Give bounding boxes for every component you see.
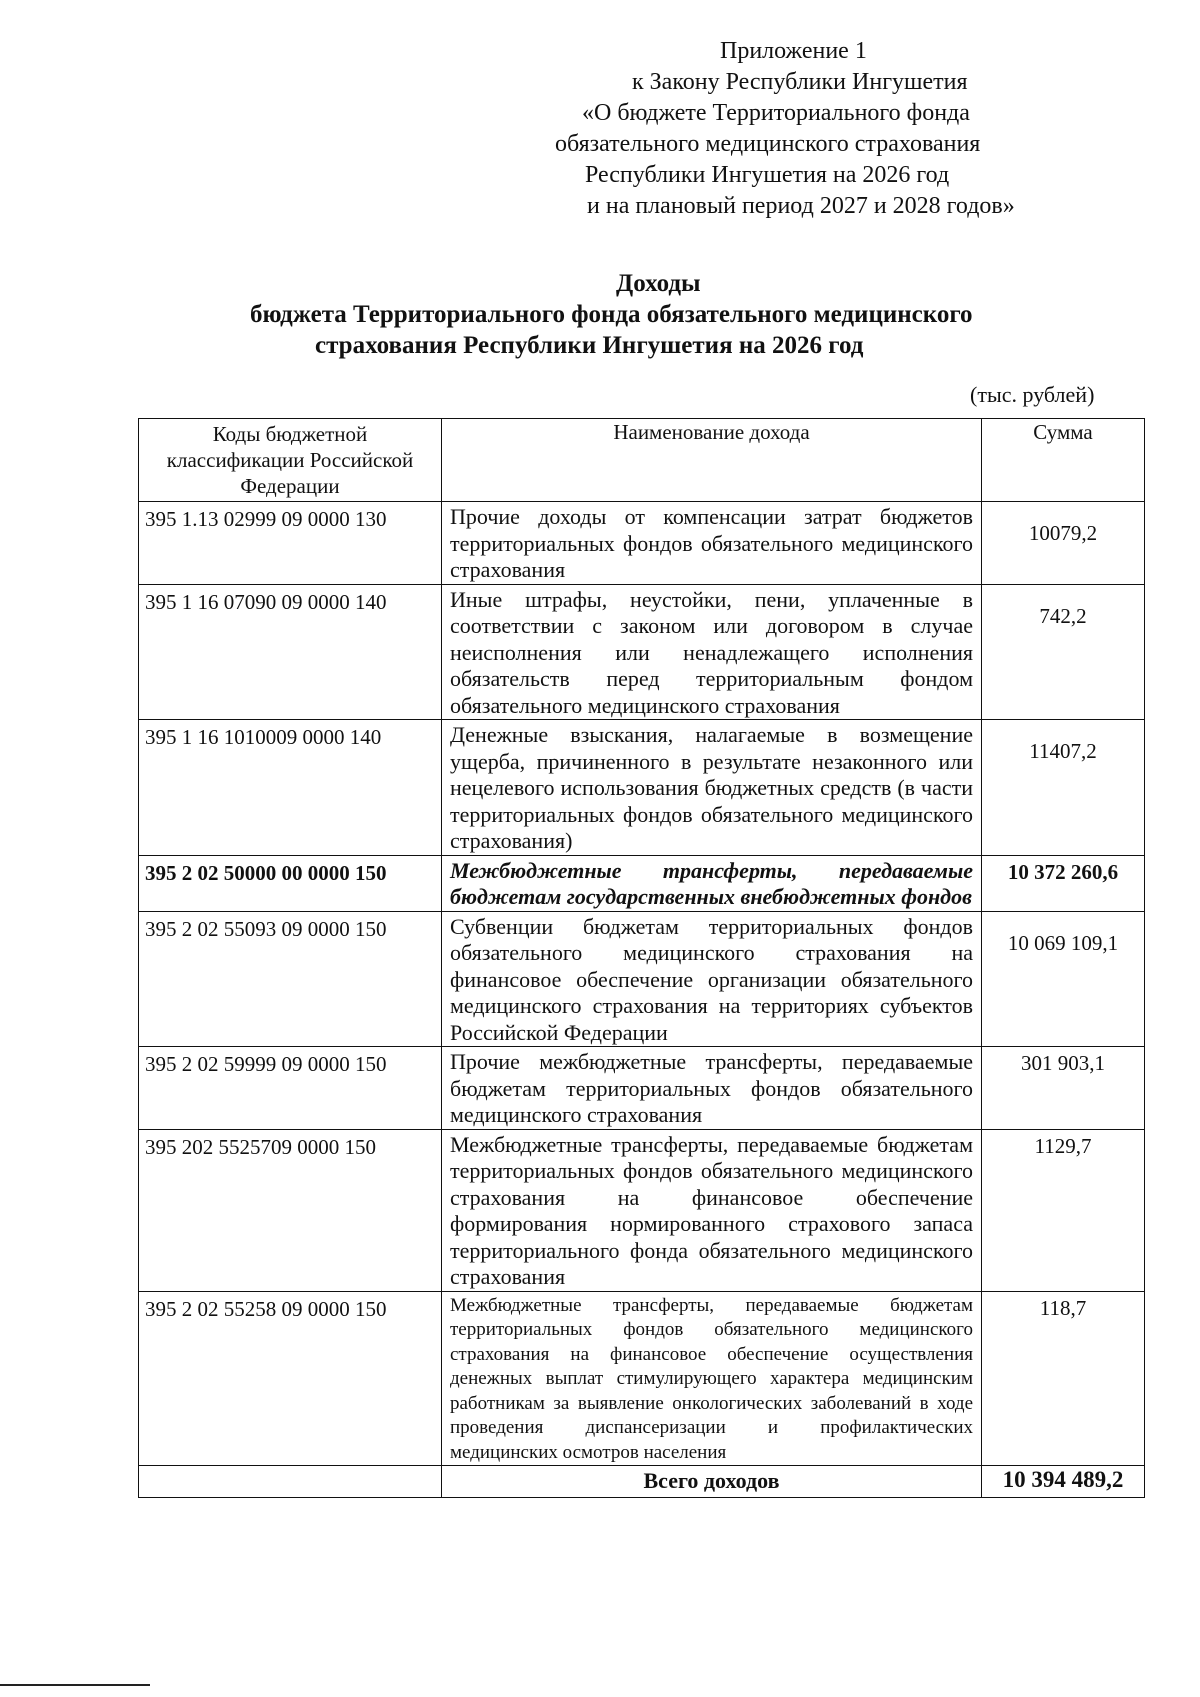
table-row [139, 1129, 1145, 1291]
budget-code: 395 1.13 02999 09 0000 130 [139, 502, 442, 585]
income-sum: 10 069 109,1 [982, 911, 1145, 1047]
header-name: Наименование дохода [442, 419, 982, 502]
appendix-line: и на плановый период 2027 и 2028 годов» [587, 193, 1015, 219]
appendix-block [540, 36, 1140, 222]
table-row [139, 911, 1145, 1047]
income-name: Межбюджетные трансферты, передаваемые бюджетам территориальных фондов обязательного медицинского страхования на финансовое обеспечение осуществления денежных выплат стимулирующего характера медицинским работникам за выявление онкологических заболеваний в ходе проведения диспансеризации и профилактических медицинских осмотров населения [442, 1291, 982, 1466]
header-sum: Сумма [982, 419, 1145, 502]
table-row [139, 1047, 1145, 1130]
income-sum: 10 372 260,6 [982, 855, 1145, 911]
header-code: Коды бюджетной классификации Российской Федерации [139, 419, 442, 502]
income-sum: 118,7 [982, 1291, 1145, 1466]
income-sum: 1129,7 [982, 1129, 1145, 1291]
income-table [138, 418, 1145, 1498]
appendix-line: «О бюджете Территориального фонда [582, 100, 970, 126]
table-row [139, 584, 1145, 720]
appendix-line: обязательного медицинского страхования [555, 131, 981, 157]
title-line: бюджета Территориального фонда обязательного медицинского [250, 301, 973, 328]
income-name: Субвенции бюджетам территориальных фондов обязательного медицинского страхования на финансовое обеспечение организации обязательного медицинского страхования на территориях субъектов Российской Федерации [442, 911, 982, 1047]
footer-divider [0, 1684, 150, 1686]
budget-code: 395 202 5525709 0000 150 [139, 1129, 442, 1291]
income-name: Межбюджетные трансферты, передаваемые бюджетам государственных внебюджетных фондов [442, 855, 982, 911]
appendix-line: Республики Ингушетия на 2026 год [585, 162, 950, 188]
table-row [139, 720, 1145, 856]
budget-code: 395 1 16 1010009 0000 140 [139, 720, 442, 856]
table-row [139, 502, 1145, 585]
title-line: Доходы [616, 270, 701, 297]
income-name: Прочие межбюджетные трансферты, передаваемые бюджетам территориальных фондов обязательного медицинского страхования [442, 1047, 982, 1130]
budget-code: 395 2 02 55093 09 0000 150 [139, 911, 442, 1047]
table-row [139, 1291, 1145, 1466]
appendix-line: Приложение 1 [720, 38, 867, 64]
income-name: Денежные взыскания, налагаемые в возмещение ущерба, причиненного в результате незаконного или нецелевого использования бюджетных средств (в части территориальных фондов обязательного медицинского страхования) [442, 720, 982, 856]
budget-code: 395 2 02 55258 09 0000 150 [139, 1291, 442, 1466]
total-row [139, 1466, 1145, 1498]
income-name: Иные штрафы, неустойки, пени, уплаченные в соответствии с законом или договором в случае неисполнения или ненадлежащего исполнения обязательств перед территориальным фондом обязательного медицинского страхования [442, 584, 982, 720]
table-header-row [139, 419, 1145, 502]
table-row [139, 855, 1145, 911]
total-label: Всего доходов [442, 1466, 982, 1498]
title-line: страхования Республики Ингушетия на 2026 год [315, 332, 864, 359]
total-sum: 10 394 489,2 [982, 1466, 1145, 1498]
budget-code: 395 1 16 07090 09 0000 140 [139, 584, 442, 720]
budget-code: 395 2 02 50000 00 0000 150 [139, 855, 442, 911]
income-name: Межбюджетные трансферты, передаваемые бюджетам территориальных фондов обязательного медицинского страхования на финансовое обеспечение формирования нормированного страхового запаса территориального фонда обязательного медицинского страхования [442, 1129, 982, 1291]
income-name: Прочие доходы от компенсации затрат бюджетов территориальных фондов обязательного медицинского страхования [442, 502, 982, 585]
unit-label: (тыс. рублей) [970, 382, 1095, 407]
income-sum: 10079,2 [982, 502, 1145, 585]
income-sum: 742,2 [982, 584, 1145, 720]
budget-code: 395 2 02 59999 09 0000 150 [139, 1047, 442, 1130]
appendix-line: к Закону Республики Ингушетия [632, 69, 968, 95]
document-title [0, 268, 1200, 361]
income-sum: 11407,2 [982, 720, 1145, 856]
income-sum: 301 903,1 [982, 1047, 1145, 1130]
total-code-empty [139, 1466, 442, 1498]
